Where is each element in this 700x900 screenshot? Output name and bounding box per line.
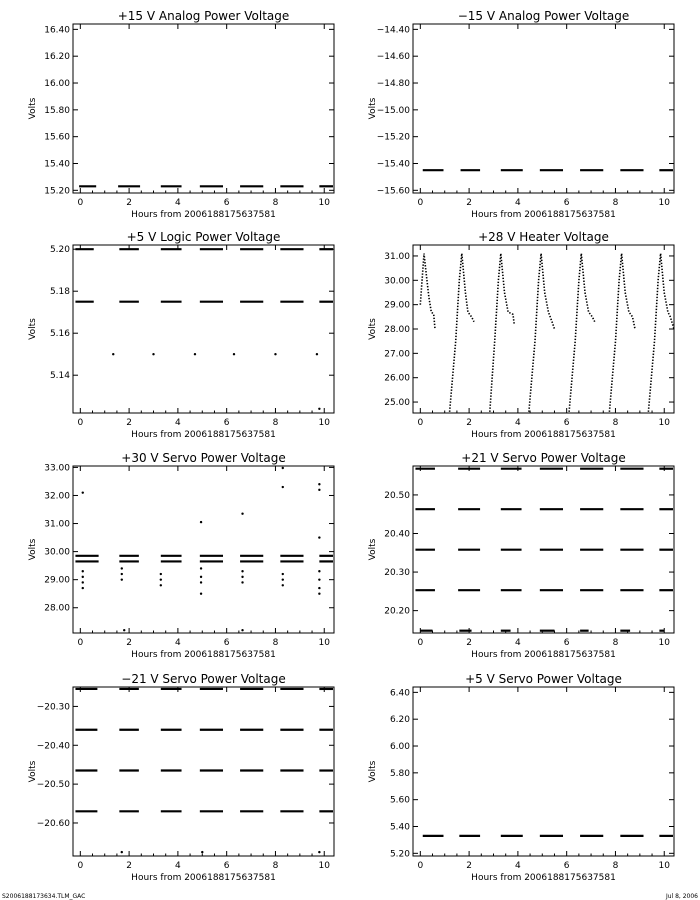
panel-2-ytick-label: −14.60 [376, 52, 410, 63]
panel-4-xtick-label: 2 [466, 418, 472, 428]
panel-5-data-point [318, 536, 320, 538]
panel-8-xtick-label: 4 [515, 861, 521, 871]
panel-7-title: −21 V Servo Power Voltage [121, 672, 286, 686]
panel-8-ytick-label: 5.20 [389, 849, 410, 860]
panel-5-data-point [241, 576, 243, 578]
panel-5-data-point [200, 521, 202, 523]
panel-3-ytick-label: 5.14 [49, 371, 70, 382]
panel-7-xtick-label: 0 [77, 861, 84, 871]
panel-5-title: +30 V Servo Power Voltage [121, 451, 286, 465]
panel-5-data-point [82, 587, 84, 589]
panel-5-ytick-label: 28.00 [44, 603, 70, 614]
panel-1-xtick-label: 10 [318, 198, 330, 208]
panel-8-ytick-label: 5.80 [389, 768, 410, 779]
panel-1-ytick-label: 15.40 [44, 159, 70, 170]
panel-2-xlabel: Hours from 2006188175637581 [471, 210, 616, 220]
panel-5-data-point [282, 467, 284, 469]
panel-5-data-point [318, 593, 320, 595]
panel-5-xtick-label: 2 [126, 638, 132, 648]
panel-8-ytick-label: 5.40 [389, 822, 410, 833]
panel-4-xtick-label: 6 [563, 418, 570, 428]
panel-3-data-point [112, 353, 114, 355]
panel-5-data-point [82, 570, 84, 572]
panel-8-ytick-label: 5.60 [389, 795, 410, 806]
panel-7-ytick-label: −20.50 [36, 780, 70, 791]
panel-5-xtick-label: 0 [77, 638, 84, 648]
panel-5-data-point [318, 570, 320, 572]
panel-3-ylabel: Volts [28, 318, 38, 340]
panel-4-ytick-label: 29.00 [384, 300, 410, 311]
panel-6-xlabel: Hours from 2006188175637581 [471, 650, 616, 660]
panel-3-xlabel: Hours from 2006188175637581 [131, 430, 276, 440]
panel-5-data-point [241, 581, 243, 583]
panel-4-data-trace [490, 254, 514, 412]
panel-8-axes-box [413, 687, 674, 856]
panel-7-data-point [201, 851, 203, 853]
panel-4-data-trace [450, 254, 474, 412]
panel-3-data-point [233, 353, 235, 355]
panel-3-data-point [316, 353, 318, 355]
panel-1-xtick-label: 4 [175, 198, 181, 208]
panel-1-ytick-label: 15.20 [44, 186, 70, 197]
panel-5-xtick-label: 6 [223, 638, 230, 648]
panel-2-ytick-label: −15.60 [376, 186, 410, 197]
panel-5-data-point [318, 587, 320, 589]
panel-6-ytick-label: 20.40 [384, 529, 410, 540]
panel-3-data-point [318, 408, 320, 410]
panel-3-data-point [274, 353, 276, 355]
panel-4-data-trace [569, 254, 595, 412]
panel-5-ytick-label: 32.00 [44, 491, 70, 502]
panel-4-xtick-label: 10 [658, 418, 670, 428]
panel-6-xtick-label: 8 [612, 638, 619, 648]
panel-5-data-point [282, 578, 284, 580]
panel-6-ytick-label: 20.30 [384, 568, 410, 579]
panel-4-ytick-label: 30.00 [384, 276, 410, 287]
panel-2-ytick-label: −14.40 [376, 25, 410, 36]
panel-8-ylabel: Volts [368, 760, 378, 783]
panel-5-data-point [282, 486, 284, 488]
panel-3-data-point [194, 353, 196, 355]
panel-5-data-point [82, 581, 84, 583]
panel-7-xtick-label: 6 [223, 861, 230, 871]
panel-2-ytick-label: −15.00 [376, 105, 410, 116]
panel-8-xtick-label: 10 [658, 861, 670, 871]
panel-2-xtick-label: 4 [515, 198, 521, 208]
panel-2-axes-box [413, 24, 674, 193]
panel-7-ytick-label: −20.30 [36, 702, 70, 713]
panel-8-ytick-label: 6.20 [389, 715, 410, 726]
panel-1-ylabel: Volts [28, 97, 38, 120]
panel-6-ylabel: Volts [368, 538, 378, 561]
panel-5-ylabel: Volts [28, 538, 38, 561]
panel-3-ytick-label: 5.16 [49, 329, 70, 340]
panel-5-data-point [318, 483, 320, 485]
panel-5-data-point [121, 573, 123, 575]
panel-8-xtick-label: 6 [563, 861, 570, 871]
panel-3-title: +5 V Logic Power Voltage [126, 230, 281, 244]
panel-1-xtick-label: 6 [223, 198, 230, 208]
panel-5-data-point [121, 578, 123, 580]
panel-1-xtick-label: 2 [126, 198, 132, 208]
panel-2-xtick-label: 6 [563, 198, 570, 208]
panel-8-xtick-label: 8 [612, 861, 619, 871]
panel-5-data-point [282, 584, 284, 586]
panel-6-xtick-label: 6 [563, 638, 570, 648]
panel-5-data-point [318, 489, 320, 491]
panel-8-ytick-label: 6.00 [389, 742, 410, 753]
panel-6-xtick-label: 4 [515, 638, 521, 648]
panel-5-data-point [200, 576, 202, 578]
panel-5-ytick-label: 30.00 [44, 547, 70, 558]
panel-3-xtick-label: 0 [77, 418, 84, 428]
panel-4-data-trace [609, 254, 635, 412]
panel-4-title: +28 V Heater Voltage [478, 230, 609, 244]
panel-4-data-trace [420, 254, 435, 330]
panel-4-ytick-label: 28.00 [384, 325, 410, 335]
panel-4-xtick-label: 4 [515, 418, 521, 428]
panel-8-ytick-label: 6.40 [389, 688, 410, 699]
panel-8-xtick-label: 0 [417, 861, 424, 871]
panel-2-ylabel: Volts [368, 97, 378, 120]
panel-4-ytick-label: 31.00 [384, 251, 410, 262]
panel-3-xtick-label: 8 [272, 418, 279, 428]
panel-6-ytick-label: 20.20 [384, 606, 410, 617]
panel-3-xtick-label: 6 [223, 418, 230, 428]
panel-3-xtick-label: 4 [175, 418, 181, 428]
panel-5-data-point [241, 629, 243, 631]
panel-5-xtick-label: 4 [175, 638, 181, 648]
panel-5-data-point [160, 573, 162, 575]
panel-1-ytick-label: 16.00 [44, 79, 70, 90]
panel-3-axes-box [73, 245, 334, 413]
panel-6-xtick-label: 0 [417, 638, 424, 648]
panel-7-ytick-label: −20.60 [36, 818, 70, 829]
panel-4-data-trace [648, 254, 674, 412]
panel-5-ytick-label: 33.00 [44, 463, 70, 474]
panel-2-xtick-label: 8 [612, 198, 619, 208]
panel-3-data-point [152, 353, 154, 355]
panel-7-data-point [121, 851, 123, 853]
panel-6-ytick-label: 20.50 [384, 490, 410, 501]
panel-2-xtick-label: 10 [658, 198, 670, 208]
panel-4-ytick-label: 26.00 [384, 373, 410, 384]
panel-7-ylabel: Volts [28, 760, 38, 783]
panel-2-xtick-label: 2 [466, 198, 472, 208]
panel-5-data-point [318, 578, 320, 580]
panel-8-xtick-label: 2 [466, 861, 472, 871]
panel-5-data-point [82, 491, 84, 493]
panel-4-xlabel: Hours from 2006188175637581 [471, 430, 616, 440]
panel-2-title: −15 V Analog Power Voltage [457, 9, 630, 23]
panel-5-data-point [121, 567, 123, 569]
footer-right-label: Jul 8, 2006 [665, 893, 698, 900]
panel-7-xlabel: Hours from 2006188175637581 [131, 873, 276, 883]
panel-2-ytick-label: −14.80 [376, 79, 410, 90]
panel-6-title: +21 V Servo Power Voltage [461, 451, 626, 465]
panel-2-xtick-label: 0 [417, 198, 424, 208]
panel-3-xtick-label: 2 [126, 418, 132, 428]
panel-1-xtick-label: 8 [272, 198, 279, 208]
panel-1-title: +15 V Analog Power Voltage [117, 9, 290, 23]
panel-5-xtick-label: 8 [272, 638, 279, 648]
panel-4-data-trace [529, 254, 555, 412]
panel-5-data-point [282, 573, 284, 575]
panel-5-data-point [123, 629, 125, 631]
panel-5-data-point [200, 593, 202, 595]
panel-3-xtick-label: 10 [318, 418, 330, 428]
panel-1-axes-box [73, 24, 334, 193]
panel-5-data-point [160, 578, 162, 580]
panel-8-title: +5 V Servo Power Voltage [465, 672, 622, 686]
panel-4-xtick-label: 8 [612, 418, 619, 428]
panel-7-xtick-label: 4 [175, 861, 181, 871]
panel-4-ytick-label: 25.00 [384, 398, 410, 409]
panel-7-ytick-label: −20.40 [36, 741, 70, 752]
panel-5-axes-box [73, 466, 334, 633]
panel-6-xtick-label: 2 [466, 638, 472, 648]
footer-left-label: S2006188173634.TLM_GAC [2, 893, 86, 900]
panel-5-data-point [160, 584, 162, 586]
panel-4-ytick-label: 27.00 [384, 349, 410, 360]
panel-7-xtick-label: 8 [272, 861, 279, 871]
panel-5-data-point [200, 581, 202, 583]
panel-1-ytick-label: 15.80 [44, 105, 70, 116]
panel-5-xtick-label: 10 [318, 638, 330, 648]
panel-5-data-point [241, 570, 243, 572]
panel-1-ytick-label: 16.20 [44, 52, 70, 63]
panel-7-xtick-label: 10 [318, 861, 330, 871]
panel-5-data-point [241, 513, 243, 515]
panel-5-xlabel: Hours from 2006188175637581 [131, 650, 276, 660]
panel-6-xtick-label: 10 [658, 638, 670, 648]
panel-2-ytick-label: −15.20 [376, 132, 410, 143]
panel-5-ytick-label: 31.00 [44, 519, 70, 530]
panel-7-data-point [318, 851, 320, 853]
panel-1-ytick-label: 16.40 [44, 25, 70, 36]
panel-1-ytick-label: 15.60 [44, 132, 70, 143]
panel-4-ylabel: Volts [368, 318, 378, 340]
panel-5-data-point [82, 576, 84, 578]
panel-3-ytick-label: 5.20 [49, 245, 70, 256]
panel-3-ytick-label: 5.18 [49, 287, 70, 298]
panel-5-data-point [200, 567, 202, 569]
panel-5-ytick-label: 29.00 [44, 575, 70, 586]
panel-4-xtick-label: 0 [417, 418, 424, 428]
panel-7-xtick-label: 2 [126, 861, 132, 871]
panel-2-ytick-label: −15.40 [376, 159, 410, 170]
panel-1-xtick-label: 0 [77, 198, 84, 208]
panel-8-xlabel: Hours from 2006188175637581 [471, 873, 616, 883]
panel-1-xlabel: Hours from 2006188175637581 [131, 210, 276, 220]
